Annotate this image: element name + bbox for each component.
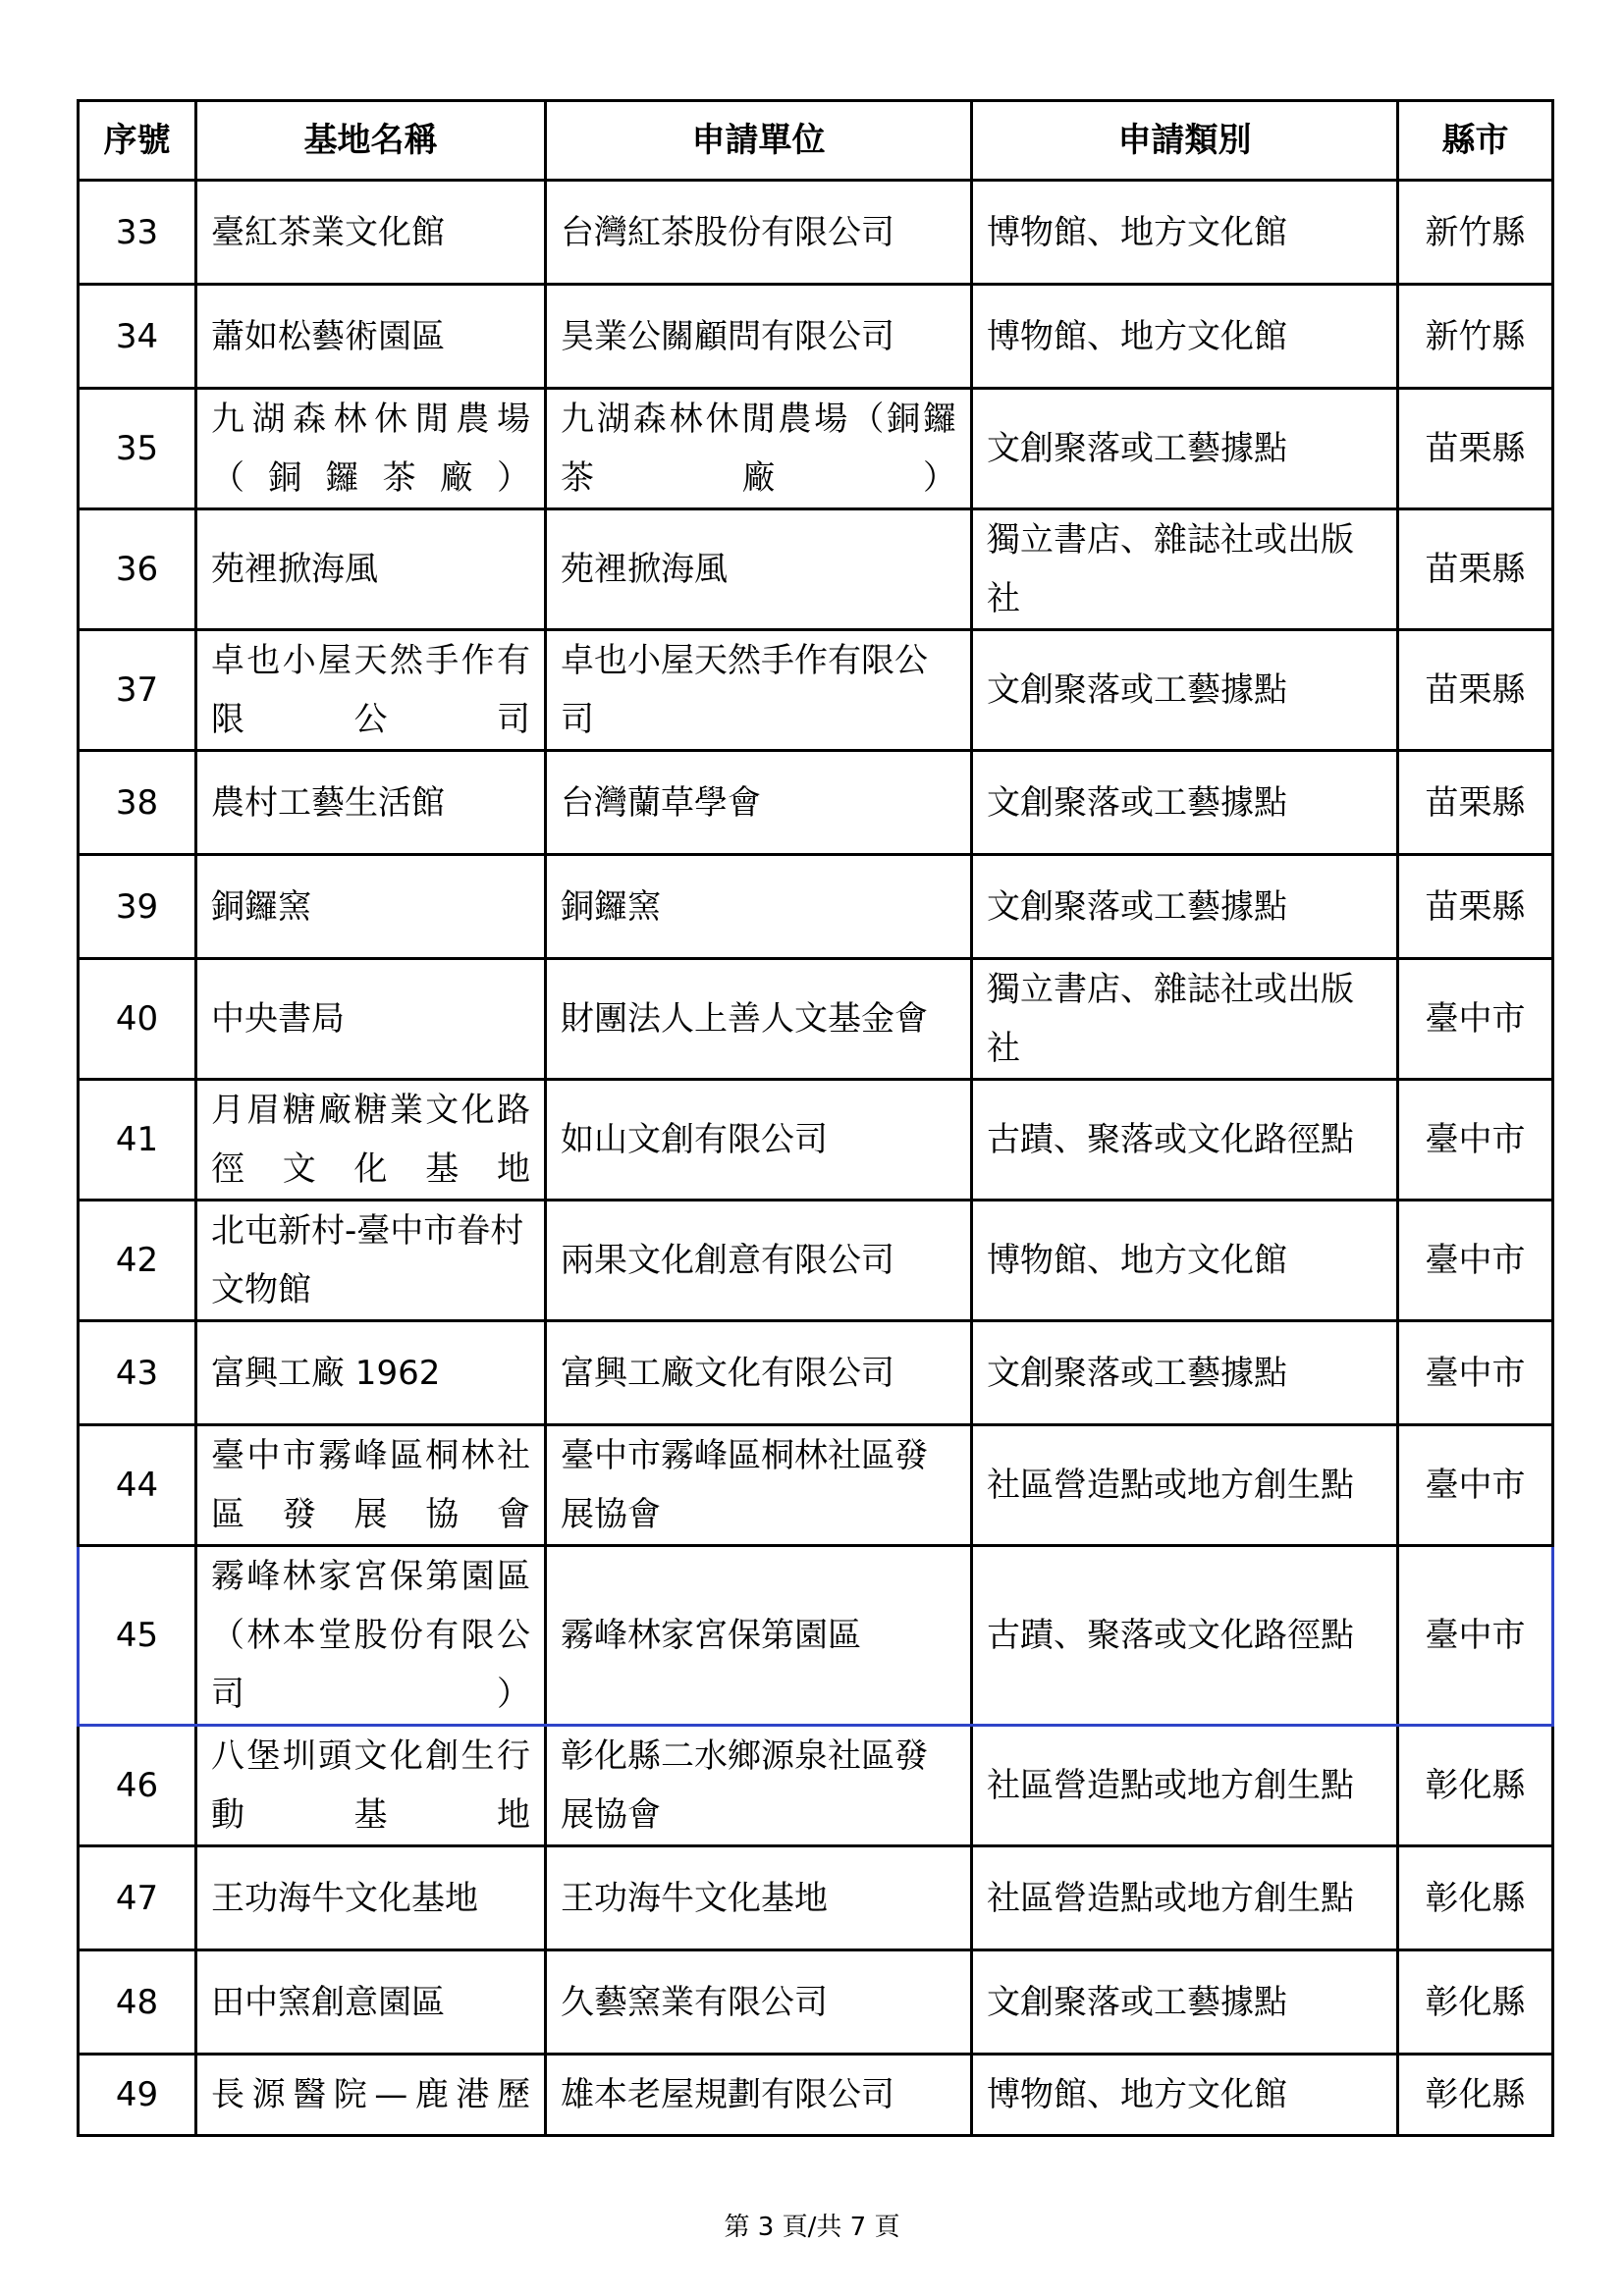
cell-site-name: 卓也小屋天然手作有限公司 [196, 630, 546, 751]
cell-serial: 40 [79, 959, 196, 1080]
cell-city: 苗栗縣 [1398, 751, 1553, 855]
table-row [79, 285, 1553, 389]
table-row [79, 1321, 1553, 1425]
table-row [79, 181, 1553, 285]
table-row [79, 751, 1553, 855]
cell-city: 臺中市 [1398, 1546, 1553, 1726]
cell-serial: 47 [79, 1846, 196, 1950]
header-serial: 序號 [79, 101, 196, 181]
cell-serial: 48 [79, 1950, 196, 2055]
cell-category: 博物館、地方文化館 [972, 285, 1398, 389]
cell-category: 獨立書店、雜誌社或出版社 [972, 959, 1398, 1080]
cell-city: 臺中市 [1398, 1425, 1553, 1546]
cell-applicant: 王功海牛文化基地 [546, 1846, 972, 1950]
cell-serial: 36 [79, 509, 196, 630]
cell-category: 博物館、地方文化館 [972, 1201, 1398, 1321]
cell-serial: 39 [79, 855, 196, 959]
table-row-highlighted [79, 1546, 1553, 1726]
cell-applicant: 臺中市霧峰區桐林社區發展協會 [546, 1425, 972, 1546]
cell-applicant: 如山文創有限公司 [546, 1080, 972, 1201]
cell-category: 獨立書店、雜誌社或出版社 [972, 509, 1398, 630]
table-row [79, 2055, 1553, 2136]
table-row [79, 1425, 1553, 1546]
cell-applicant: 昊業公關顧問有限公司 [546, 285, 972, 389]
cell-serial: 41 [79, 1080, 196, 1201]
cell-city: 彰化縣 [1398, 1726, 1553, 1846]
header-applicant: 申請單位 [546, 101, 972, 181]
cell-category: 古蹟、聚落或文化路徑點 [972, 1080, 1398, 1201]
cell-category: 文創聚落或工藝據點 [972, 630, 1398, 751]
header-category: 申請類別 [972, 101, 1398, 181]
cell-serial: 37 [79, 630, 196, 751]
cell-site-name: 中央書局 [196, 959, 546, 1080]
cell-site-name: 農村工藝生活館 [196, 751, 546, 855]
cell-applicant: 兩果文化創意有限公司 [546, 1201, 972, 1321]
cell-applicant: 銅鑼窯 [546, 855, 972, 959]
sites-table [77, 99, 1554, 2137]
table-row [79, 1846, 1553, 1950]
page-footer: 第 3 頁/共 7 頁 [724, 2213, 900, 2242]
cell-site-name: 北屯新村-臺中市眷村文物館 [196, 1201, 546, 1321]
cell-applicant: 久藝窯業有限公司 [546, 1950, 972, 2055]
cell-site-name: 王功海牛文化基地 [196, 1846, 546, 1950]
table-row [79, 1080, 1553, 1201]
table-row [79, 1201, 1553, 1321]
cell-serial: 34 [79, 285, 196, 389]
cell-category: 社區營造點或地方創生點 [972, 1425, 1398, 1546]
cell-site-name: 八堡圳頭文化創生行動基地 [196, 1726, 546, 1846]
cell-city: 苗栗縣 [1398, 855, 1553, 959]
cell-applicant: 九湖森林休閒農場（銅鑼茶廠） [546, 389, 972, 509]
cell-city: 臺中市 [1398, 1321, 1553, 1425]
cell-site-name: 月眉糖廠糖業文化路徑文化基地 [196, 1080, 546, 1201]
cell-category: 文創聚落或工藝據點 [972, 1950, 1398, 2055]
cell-city: 臺中市 [1398, 1080, 1553, 1201]
cell-applicant: 財團法人上善人文基金會 [546, 959, 972, 1080]
cell-city: 臺中市 [1398, 1201, 1553, 1321]
cell-serial: 38 [79, 751, 196, 855]
cell-serial: 42 [79, 1201, 196, 1321]
cell-applicant: 彰化縣二水鄉源泉社區發展協會 [546, 1726, 972, 1846]
cell-site-name: 九湖森林休閒農場（銅鑼茶廠） [196, 389, 546, 509]
cell-applicant: 霧峰林家宮保第園區 [546, 1546, 972, 1726]
cell-city: 彰化縣 [1398, 1846, 1553, 1950]
cell-site-name: 蕭如松藝術園區 [196, 285, 546, 389]
cell-site-name: 富興工廠 1962 [196, 1321, 546, 1425]
table-row [79, 1726, 1553, 1846]
cell-applicant: 台灣紅茶股份有限公司 [546, 181, 972, 285]
cell-category: 博物館、地方文化館 [972, 2055, 1398, 2136]
cell-category: 社區營造點或地方創生點 [972, 1846, 1398, 1950]
cell-serial: 33 [79, 181, 196, 285]
cell-category: 博物館、地方文化館 [972, 181, 1398, 285]
cell-category: 古蹟、聚落或文化路徑點 [972, 1546, 1398, 1726]
cell-serial: 49 [79, 2055, 196, 2136]
cell-city: 苗栗縣 [1398, 389, 1553, 509]
table-row [79, 509, 1553, 630]
cell-applicant: 卓也小屋天然手作有限公司 [546, 630, 972, 751]
cell-serial: 46 [79, 1726, 196, 1846]
table-row [79, 959, 1553, 1080]
cell-applicant: 雄本老屋規劃有限公司 [546, 2055, 972, 2136]
cell-site-name: 霧峰林家宮保第園區（林本堂股份有限公司） [196, 1546, 546, 1726]
cell-category: 文創聚落或工藝據點 [972, 389, 1398, 509]
table-row [79, 855, 1553, 959]
cell-city: 新竹縣 [1398, 181, 1553, 285]
cell-applicant: 苑裡掀海風 [546, 509, 972, 630]
cell-serial: 44 [79, 1425, 196, 1546]
cell-category: 文創聚落或工藝據點 [972, 1321, 1398, 1425]
cell-site-name: 銅鑼窯 [196, 855, 546, 959]
cell-site-name: 苑裡掀海風 [196, 509, 546, 630]
cell-applicant: 富興工廠文化有限公司 [546, 1321, 972, 1425]
cell-category: 文創聚落或工藝據點 [972, 855, 1398, 959]
cell-serial: 45 [79, 1546, 196, 1726]
table-row [79, 630, 1553, 751]
table-header-row [79, 101, 1553, 181]
cell-city: 苗栗縣 [1398, 630, 1553, 751]
cell-site-name: 臺中市霧峰區桐林社區發展協會 [196, 1425, 546, 1546]
table-row [79, 389, 1553, 509]
table-row [79, 1950, 1553, 2055]
cell-category: 文創聚落或工藝據點 [972, 751, 1398, 855]
cell-city: 臺中市 [1398, 959, 1553, 1080]
cell-serial: 43 [79, 1321, 196, 1425]
cell-site-name: 田中窯創意園區 [196, 1950, 546, 2055]
cell-city: 彰化縣 [1398, 2055, 1553, 2136]
header-site-name: 基地名稱 [196, 101, 546, 181]
cell-city: 新竹縣 [1398, 285, 1553, 389]
cell-category: 社區營造點或地方創生點 [972, 1726, 1398, 1846]
header-city: 縣市 [1398, 101, 1553, 181]
cell-city: 苗栗縣 [1398, 509, 1553, 630]
cell-city: 彰化縣 [1398, 1950, 1553, 2055]
cell-serial: 35 [79, 389, 196, 509]
cell-site-name: 臺紅茶業文化館 [196, 181, 546, 285]
cell-applicant: 台灣蘭草學會 [546, 751, 972, 855]
cell-site-name: 長源醫院—鹿港歷 [196, 2055, 546, 2136]
